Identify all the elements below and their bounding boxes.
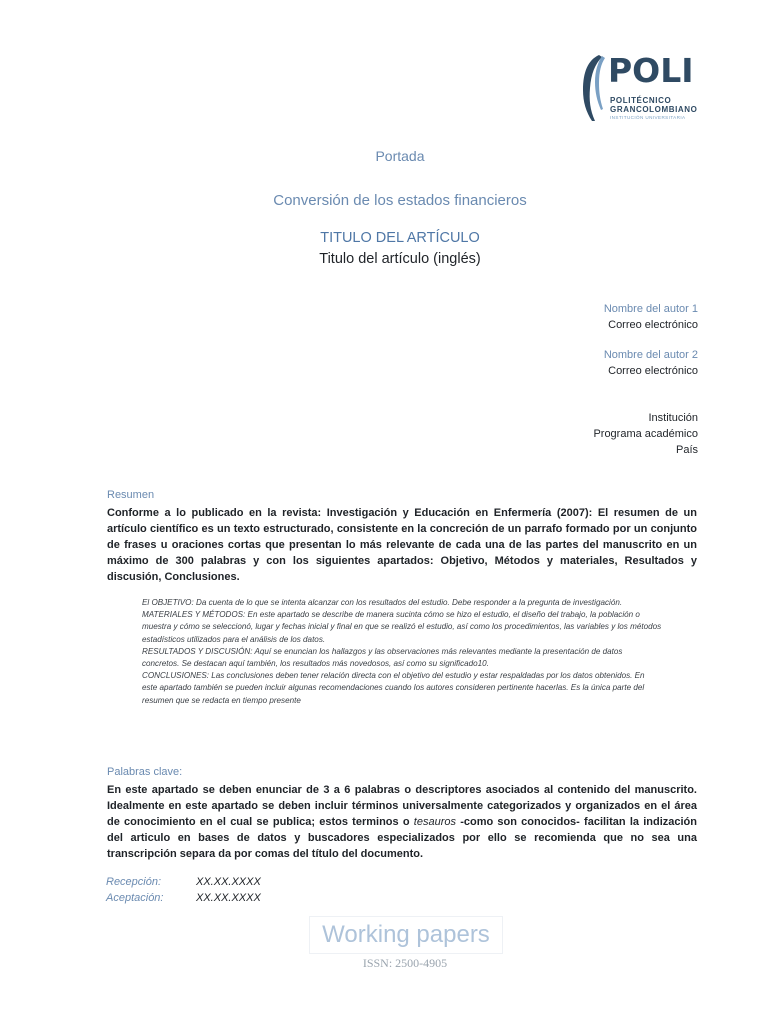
logo-line-2: GRANCOLOMBIANO bbox=[610, 105, 698, 114]
country: País bbox=[675, 444, 698, 456]
author-block-2 bbox=[604, 347, 698, 379]
reception-value: XX.XX.XXXX bbox=[196, 876, 261, 888]
resumen-guidelines bbox=[142, 597, 662, 707]
author-email: Correo electrónico bbox=[608, 319, 698, 331]
poli-logo bbox=[578, 52, 704, 124]
resumen-text: Conforme a lo publicado en la revista: Investigación y Educación en Enfermería (2007): El resumen de un artículo científico es un texto estructurado, consistente en la concreción de un parrafo formado por un conjunto de frases u oraciones cortas que presentan lo más relevante de cada una de las partes del manuscrito en un máximo de 300 palabras y con los siguientes apartados: Objetivo, Métodos y materiales, Resultados y discusión, Conclusiones. bbox=[107, 507, 697, 583]
note-objective: El OBJETIVO: Da cuenta de lo que se intenta alcanzar con los resultados del estudio. Debe responder a la pregunta de investigación. bbox=[142, 598, 623, 607]
poli-logo-mark-icon bbox=[578, 52, 608, 124]
working-papers-logo: Working papers bbox=[309, 916, 503, 954]
article-title-english: Titulo del artículo (inglés) bbox=[319, 251, 481, 267]
logo-word: POLI bbox=[608, 51, 694, 90]
keywords-text bbox=[107, 782, 697, 862]
document-subject: Conversión de los estados financieros bbox=[273, 192, 527, 209]
note-conclusions: CONCLUSIONES: Las conclusiones deben tener relación directa con el objetivo del estudio y estar respaldadas por los datos obtenidos. En este apartado también se pueden incluir algunas recomendaciones cuando los autores consideren pertinente hacerlas. Es la única parte del resumen que se redacta en tiempo presente bbox=[142, 671, 645, 705]
issn: ISSN: 2500-4905 bbox=[362, 956, 448, 970]
author-block-1 bbox=[604, 301, 698, 333]
academic-program: Programa académico bbox=[593, 428, 698, 440]
author-email: Correo electrónico bbox=[608, 365, 698, 377]
author-name: Nombre del autor 1 bbox=[603, 303, 698, 315]
portada-heading: Portada bbox=[375, 148, 425, 164]
article-title: TITULO DEL ARTÍCULO bbox=[320, 230, 480, 246]
acceptance-value: XX.XX.XXXX bbox=[196, 892, 261, 904]
note-results: RESULTADOS Y DISCUSIÓN: Aquí se enuncian los hallazgos y las observaciones más relevantes mediante la presentación de datos concretos. Se destacan aquí también, los resultados más novedosos, así como su significado10. bbox=[142, 646, 623, 669]
logo-line-1: POLITÉCNICO bbox=[610, 96, 672, 105]
institution-block bbox=[593, 410, 698, 458]
keywords-text-italic: tesauros bbox=[413, 816, 456, 828]
note-methods: MATERIALES Y MÉTODOS: En este apartado se describe de manera sucinta cómo se hizo el estudio, el diseño del trabajo, la población o muestra y cómo se seleccionó, lugar y fechas inicial y final en que se realizó el estudio, así como los procedimientos, las variables y los métodos estadísticos utilizados para el análisis de los datos. bbox=[142, 610, 662, 644]
reception-date-row bbox=[106, 876, 261, 888]
keywords-text-after: -como son conocidos- facilitan la indización del articulo en bases de datos y buscadores especializados por ello se recomienda que no sea una transcripción separa da por comas del título del documento. bbox=[107, 816, 697, 860]
keywords-label: Palabras clave: bbox=[107, 766, 183, 778]
acceptance-label: Aceptación: bbox=[106, 892, 164, 904]
reception-label: Recepción: bbox=[106, 876, 162, 888]
resumen-label: Resumen bbox=[107, 489, 155, 501]
logo-line-3: INSTITUCIÓN UNIVERSITARIA bbox=[610, 115, 686, 120]
acceptance-date-row bbox=[106, 892, 261, 904]
keywords-text-before: En este apartado se deben enunciar de 3 a 6 palabras o descriptores asociados al contenido del manuscrito. Idealmente en este apartado se deben incluir términos universalmente categorizados y organizados en el área de conocimiento en el cual se publica; estos terminos o bbox=[107, 784, 697, 828]
institution-name: Institución bbox=[648, 412, 698, 424]
author-name: Nombre del autor 2 bbox=[603, 349, 698, 361]
